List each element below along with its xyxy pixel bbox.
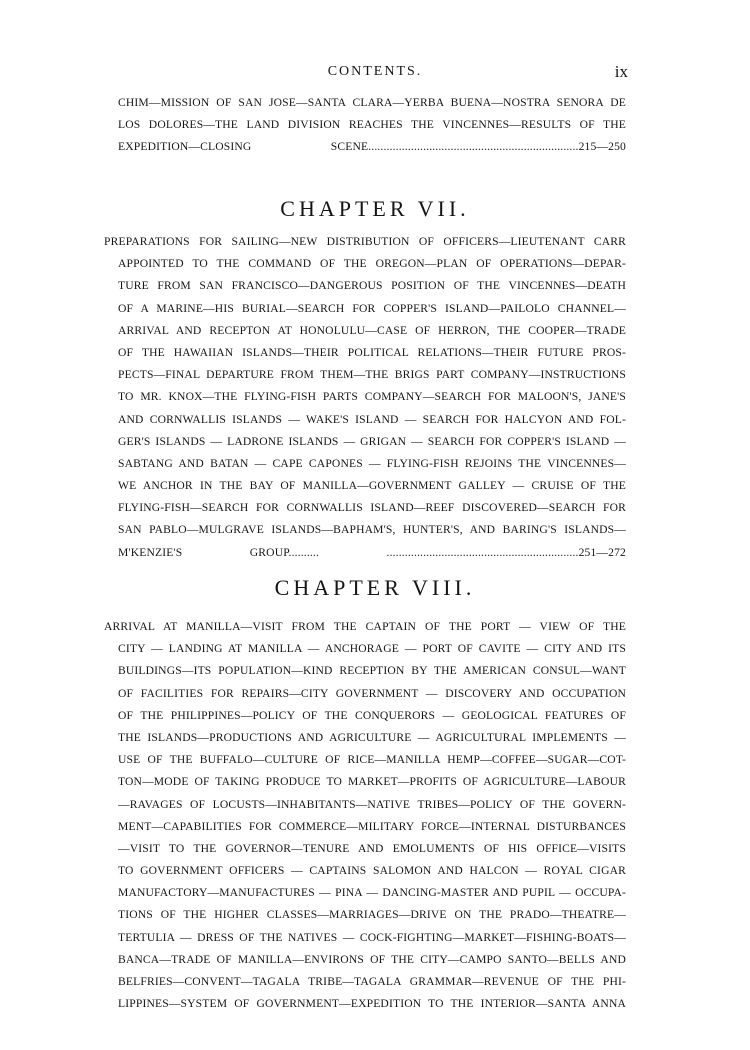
contents-line: GER'S ISLANDS — LADRONE ISLANDS — GRIGAN — SEARCH FOR COPPER'S ISLAND —: [118, 434, 626, 448]
contents-line: CHIM—MISSION OF SAN JOSE—SANTA CLARA—YERBA BUENA—NOSTRA SENORA DE: [118, 96, 626, 109]
chapter-summary-paragraph: [104, 231, 626, 564]
contents-line: TIONS OF THE HIGHER CLASSES—MARRIAGES—DRIVE ON THE PRADO—THEATRE—: [118, 908, 626, 922]
contents-line: ARRIVAL AND RECEPTON AT HONOLULU—CASE OF HERRON, THE COOPER—TRADE: [118, 323, 626, 337]
chapter-summary-paragraph: [104, 616, 626, 1015]
contents-line: PREPARATIONS FOR SAILING—NEW DISTRIBUTION OF OFFICERS—LIEUTENANT CARR: [104, 235, 626, 248]
contents-line: APPOINTED TO THE COMMAND OF THE OREGON—PLAN OF OPERATIONS—DEPAR-: [118, 257, 626, 271]
contents-line: OF FACILITIES FOR REPAIRS—CITY GOVERNMENT — DISCOVERY AND OCCUPATION: [118, 686, 626, 700]
running-head: [0, 62, 750, 84]
contents-line: THE ISLANDS—PRODUCTIONS AND AGRICULTURE — AGRICULTURAL IMPLEMENTS —: [118, 730, 626, 744]
contents-line: BUILDINGS—ITS POPULATION—KIND RECEPTION BY THE AMERICAN CONSUL—WANT: [118, 664, 626, 678]
contents-line: AND CORNWALLIS ISLANDS — WAKE'S ISLAND — SEARCH FOR HALCYON AND FOL-: [118, 412, 626, 426]
contents-line: FLYING-FISH—SEARCH FOR CORNWALLIS ISLAND—REEF DISCOVERED—SEARCH FOR: [118, 501, 626, 515]
contents-line: TO MR. KNOX—THE FLYING-FISH PARTS COMPANY—SEARCH FOR MALOON'S, JANE'S: [118, 390, 626, 404]
contents-line: PECTS—FINAL DEPARTURE FROM THEM—THE BRIGS PART COMPANY—INSTRUCTIONS: [118, 368, 626, 382]
contents-line: OF THE PHILIPPINES—POLICY OF THE CONQUERORS — GEOLOGICAL FEATURES OF: [118, 708, 626, 722]
contents-line: SAN PABLO—MULGRAVE ISLANDS—BAPHAM'S, HUNTER'S, AND BARING'S ISLANDS—: [118, 523, 626, 537]
contents-line: OF A MARINE—HIS BURIAL—SEARCH FOR COPPER'S ISLAND—PAILOLO CHANNEL—: [118, 301, 626, 315]
contents-line: EXPEDITION—CLOSING SCENE.....................................................................215—250: [118, 140, 626, 154]
contents-line: MANUFACTORY—MANUFACTURES — PINA — DANCING-MASTER AND PUPIL — OCCUPA-: [118, 886, 626, 900]
contents-line: —VISIT TO THE GOVERNOR—TENURE AND EMOLUMENTS OF HIS OFFICE—VISITS: [118, 841, 626, 855]
page-number: ix: [614, 62, 628, 81]
contents-line: MENT—CAPABILITIES FOR COMMERCE—MILITARY FORCE—INTERNAL DISTURBANCES: [118, 819, 626, 833]
chapter-heading: CHAPTER VII.: [280, 196, 470, 221]
contents-line: USE OF THE BUFFALO—CULTURE OF RICE—MANILLA HEMP—COFFEE—SUGAR—COT-: [118, 753, 626, 767]
contents-line: TON—MODE OF TAKING PRODUCE TO MARKET—PROFITS OF AGRICULTURE—LABOUR: [118, 775, 626, 789]
running-title: CONTENTS.: [327, 64, 423, 79]
contents-line: TO GOVERNMENT OFFICERS — CAPTAINS SALOMON AND HALCON — ROYAL CIGAR: [118, 864, 626, 878]
continued-contents-paragraph: [118, 92, 626, 159]
contents-line: —RAVAGES OF LOCUSTS—INHABITANTS—NATIVE TRIBES—POLICY OF THE GOVERN-: [118, 797, 626, 811]
contents-line: CITY — LANDING AT MANILLA — ANCHORAGE — PORT OF CAVITE — CITY AND ITS: [118, 642, 626, 656]
contents-line: WE ANCHOR IN THE BAY OF MANILLA—GOVERNMENT GALLEY — CRUISE OF THE: [118, 479, 626, 493]
contents-line: OF THE HAWAIIAN ISLANDS—THEIR POLITICAL RELATIONS—THEIR FUTURE PROS-: [118, 345, 626, 359]
contents-line: SABTANG AND BATAN — CAPE CAPONES — FLYING-FISH REJOINS THE VINCENNES—: [118, 456, 626, 470]
contents-line: BELFRIES—CONVENT—TAGALA TRIBE—TAGALA GRAMMAR—REVENUE OF THE PHI-: [118, 975, 626, 988]
contents-line: LIPPINES—SYSTEM OF GOVERNMENT—EXPEDITION TO THE INTERIOR—SANTA ANNA: [118, 997, 626, 1011]
contents-line: TURE FROM SAN FRANCISCO—DANGEROUS POSITION OF THE VINCENNES—DEATH: [118, 279, 626, 293]
contents-line: BANCA—TRADE OF MANILLA—ENVIRONS OF THE CITY—CAMPO SANTO—BELLS AND: [118, 952, 626, 966]
contents-line: M'KENZIE'S GROUP.......... ...............................................................251—272: [118, 545, 626, 559]
chapter-heading: CHAPTER VIII.: [274, 575, 476, 600]
contents-line: TERTULIA — DRESS OF THE NATIVES — COCK-FIGHTING—MARKET—FISHING-BOATS—: [118, 930, 626, 944]
contents-line: LOS DOLORES—THE LAND DIVISION REACHES THE VINCENNES—RESULTS OF THE: [118, 118, 626, 132]
contents-line: ARRIVAL AT MANILLA—VISIT FROM THE CAPTAIN OF THE PORT — VIEW OF THE: [104, 620, 626, 633]
